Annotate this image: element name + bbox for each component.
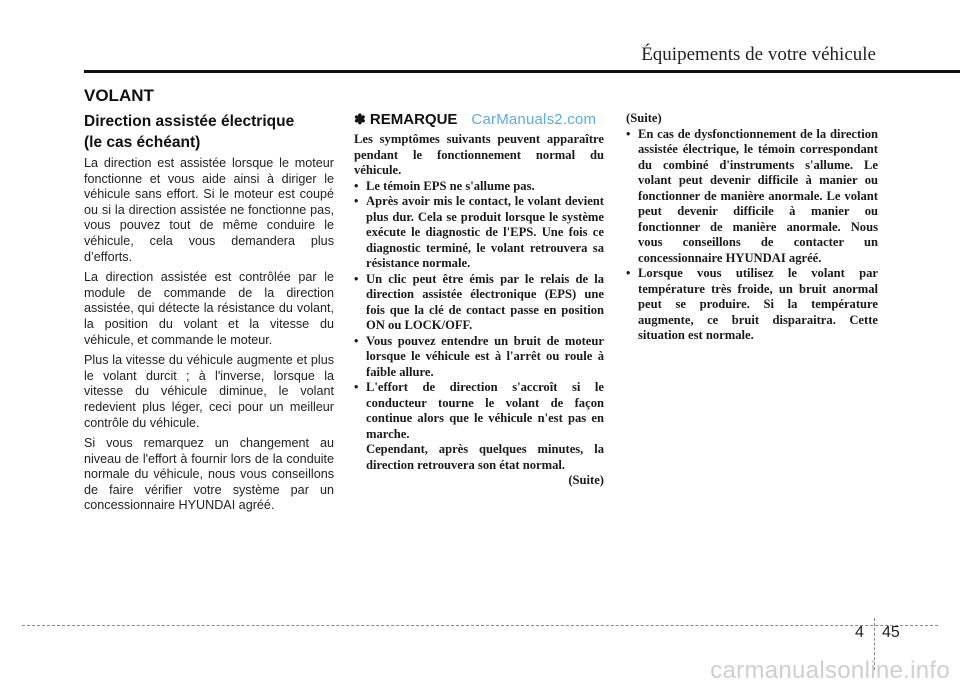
column-2 xyxy=(354,111,604,489)
section-title: VOLANT xyxy=(84,86,154,105)
watermark-top: CarManuals2.com xyxy=(471,111,597,128)
page-number: 45 xyxy=(882,624,900,641)
suite-end-label: (Suite) xyxy=(568,473,604,487)
remark-list-continued xyxy=(626,127,878,344)
bullet-icon: • xyxy=(354,178,359,193)
subsection-heading-line-1: Direction assistée électrique xyxy=(84,113,295,130)
bullet-icon: • xyxy=(354,333,359,348)
subsection-heading xyxy=(84,111,334,153)
bullet-icon: • xyxy=(354,194,359,208)
paragraph: Plus la vitesse du véhicule augmente et plus le volant durcit ; à l'inverse, lorsque la vitesse du véhicule diminue, le volant redevient plus léger, ceci pour un meilleur contrôle du véhicule. xyxy=(84,353,334,430)
list-item: • Après avoir mis le contact, le volant devient plus dur. Cela se produit lorsque le système exécute le diagnostic de l'EPS. Une fois ce diagnostic terminé, le volant retrouvera sa résistance normale. xyxy=(354,194,604,270)
subsection-heading-line-2: (le cas échéant) xyxy=(84,134,201,151)
remark-intro: Les symptômes suivants peuvent apparaître pendant le fonctionnement normal du véhicule. xyxy=(354,132,604,177)
chapter-number: 4 xyxy=(855,624,864,641)
remark-header xyxy=(354,111,604,131)
watermark-bottom: carmanualsonline.info xyxy=(710,657,950,684)
bullet-icon: • xyxy=(354,271,359,286)
remark-body xyxy=(354,132,604,489)
bullet-icon: • xyxy=(626,266,631,280)
column-3 xyxy=(626,111,878,344)
paragraph: Si vous remarquez un changement au niveau de l'effort à fournir lors de la conduite normale du véhicule, nous vous conseillons de faire vérifier votre système par un concessionnaire HYUNDAI agréé. xyxy=(84,436,334,513)
footer-rule xyxy=(22,625,938,626)
chapter-title: Équipements de votre véhicule xyxy=(641,44,876,65)
list-item: • En cas de dysfonctionnement de la direction assistée électrique, le témoin correspondant du combiné d'instruments s'allume. Le volant peut devenir difficile à manier ou fonctionner de manière anormale. Le volant peut devenir difficile à manier ou fonctionner de manière anormale. Nous vous conseillons de contacter un concessionnaire HYUNDAI agréé. xyxy=(626,126,878,265)
list-item: • L'effort de direction s'accroît si le conducteur tourne le volant de façon continue alors que le véhicule n'est pas en marche. xyxy=(354,380,604,441)
remark-title xyxy=(354,111,457,128)
paragraph: La direction assistée est contrôlée par le module de commande de la direction assistée, qui détecte la résistance du volant, la position du volant et la vitesse du véhicule, et commande le moteur. xyxy=(84,270,334,347)
list-item: • Vous pouvez entendre un bruit de moteur lorsque le véhicule est à l'arrêt ou roule à faible allure. xyxy=(354,333,604,379)
remark-continuation: Cependant, après quelques minutes, la direction retrouvera son état normal. xyxy=(366,442,604,472)
column-1 xyxy=(84,111,334,519)
paragraph: La direction est assistée lorsque le moteur fonctionne et vous aide ainsi à diriger le véhicule sans effort. Si le moteur est coupé ou si la direction assistée ne fonctionne pas, vous pouvez tout de même conduire le véhicule, cela vous demandera plus d’efforts. xyxy=(84,156,334,264)
bullet-icon: • xyxy=(354,380,359,394)
bullet-icon: • xyxy=(626,126,631,141)
list-item: • Le témoin EPS ne s'allume pas. xyxy=(354,178,535,193)
suite-start-label: (Suite) xyxy=(626,111,662,125)
remark-title-text: REMARQUE xyxy=(369,111,458,128)
remark-list xyxy=(354,179,604,443)
remark-continued-body xyxy=(626,111,878,344)
header-rule xyxy=(84,70,960,73)
list-item: • Un clic peut être émis par le relais de la direction assistée électronique (EPS) une fois que la clé de contact passe en position ON ou LOCK/OFF. xyxy=(354,271,604,332)
star-icon: ✽ xyxy=(354,111,366,127)
list-item: • Lorsque vous utilisez le volant par température très froide, un bruit anormal peut se produire. Si la température augmente, ce bruit disparaitra. Cette situation est normale. xyxy=(626,266,878,342)
